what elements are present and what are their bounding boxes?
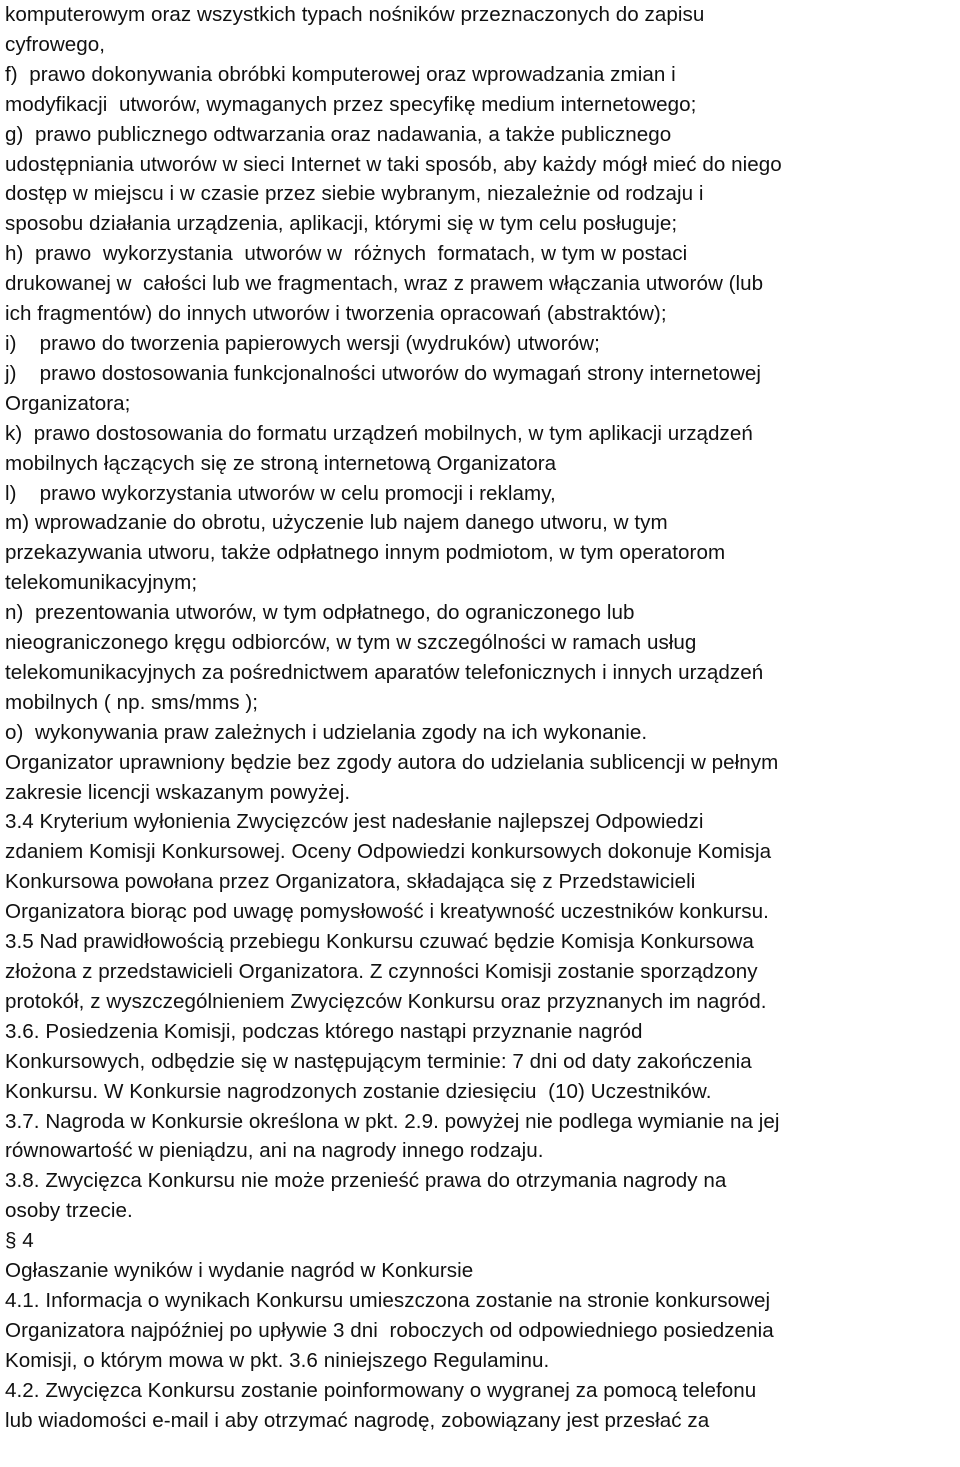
- text-line: 3.5 Nad prawidłowością przebiegu Konkursu czuwać będzie Komisja Konkursowa: [5, 930, 754, 954]
- text-line: 3.7. Nagroda w Konkursie określona w pkt. 2.9. powyżej nie podlega wymianie na jej: [5, 1109, 780, 1133]
- text-line: telekomunikacyjnych za pośrednictwem aparatów telefonicznych i innych urządzeń: [5, 660, 764, 684]
- text-line: k) prawo dostosowania do formatu urządzeń mobilnych, w tym aplikacji urządzeń: [5, 421, 753, 445]
- text-line: modyfikacji utworów, wymaganych przez specyfikę medium internetowego;: [5, 92, 697, 116]
- text-line: lub wiadomości e-mail i aby otrzymać nagrodę, zobowiązany jest przesłać za: [5, 1408, 710, 1432]
- text-line: Konkursowych, odbędzie się w następującym terminie: 7 dni od daty zakończenia: [5, 1049, 752, 1073]
- text-line: mobilnych ( np. sms/mms );: [5, 690, 259, 714]
- text-line: g) prawo publicznego odtwarzania oraz nadawania, a także publicznego: [5, 122, 672, 146]
- text-line: l) prawo wykorzystania utworów w celu promocji i reklamy,: [5, 481, 556, 505]
- text-line: złożona z przedstawicieli Organizatora. Z czynności Komisji zostanie sporządzony: [5, 960, 758, 983]
- text-line: Organizatora najpóźniej po upływie 3 dni roboczych od odpowiedniego posiedzenia: [5, 1318, 774, 1342]
- text-line: 4.1. Informacja o wynikach Konkursu umieszczona zostanie na stronie konkursowej: [5, 1288, 771, 1312]
- text-line: Konkursu. W Konkursie nagrodzonych zostanie dziesięciu (10) Uczestników.: [5, 1079, 712, 1103]
- text-line: cyfrowego,: [5, 32, 106, 56]
- text-line: sposobu działania urządzenia, aplikacji, którymi się w tym celu posługuje;: [5, 212, 678, 236]
- text-line: f) prawo dokonywania obróbki komputerowej oraz wprowadzania zmian i: [5, 62, 676, 86]
- text-line: ich fragmentów) do innych utworów i tworzenia opracowań (abstraktów);: [5, 302, 667, 326]
- text-line: Organizatora biorąc pod uwagę pomysłowość i kreatywność uczestników konkursu.: [5, 900, 769, 924]
- document-body: [5, 0, 960, 1436]
- text-line: n) prezentowania utworów, w tym odpłatnego, do ograniczonego lub: [5, 601, 635, 625]
- text-line: Komisji, o którym mowa w pkt. 3.6 niniejszego Regulaminu.: [5, 1348, 550, 1372]
- text-line: mobilnych łączących się ze stroną internetową Organizatora: [5, 451, 557, 475]
- text-line: Organizatora;: [5, 391, 131, 415]
- text-line: 3.6. Posiedzenia Komisji, podczas którego nastąpi przyznanie nagród: [5, 1019, 643, 1043]
- text-line: h) prawo wykorzystania utworów w różnych formatach, w tym w postaci: [5, 242, 688, 266]
- text-line: zdaniem Komisji Konkursowej. Oceny Odpowiedzi konkursowych dokonuje Komisja: [5, 840, 772, 864]
- text-line: osoby trzecie.: [5, 1199, 133, 1223]
- text-line: 3.4 Kryterium wyłonienia Zwycięzców jest nadesłanie najlepszej Odpowiedzi: [5, 810, 704, 834]
- text-line: Ogłaszanie wyników i wydanie nagród w Konkursie: [5, 1259, 474, 1283]
- text-line: i) prawo do tworzenia papierowych wersji (wydruków) utworów;: [5, 331, 600, 355]
- text-line: Organizator uprawniony będzie bez zgody autora do udzielania sublicencji w pełnym: [5, 750, 779, 774]
- text-line: j) prawo dostosowania funkcjonalności utworów do wymagań strony internetowej: [5, 361, 762, 385]
- text-line: drukowanej w całości lub we fragmentach, wraz z prawem włączania utworów (lub: [5, 272, 764, 296]
- text-line: zakresie licencji wskazanym powyżej.: [5, 780, 351, 804]
- text-line: równowartość w pieniądzu, ani na nagrody innego rodzaju.: [5, 1139, 544, 1163]
- text-line: udostępniania utworów w sieci Internet w taki sposób, aby każdy mógł mieć do niego: [5, 152, 782, 176]
- text-line: m) wprowadzanie do obrotu, użyczenie lub najem danego utworu, w tym: [5, 511, 668, 535]
- text-line: przekazywania utworu, także odpłatnego innym podmiotom, w tym operatorom: [5, 541, 726, 565]
- text-line: nieograniczonego kręgu odbiorców, w tym w szczególności w ramach usług: [5, 631, 697, 655]
- text-line: 3.8. Zwycięzca Konkursu nie może przenieść prawa do otrzymania nagrody na: [5, 1169, 727, 1193]
- text-line: dostęp w miejscu i w czasie przez siebie wybranym, niezależnie od rodzaju i: [5, 182, 704, 206]
- text-line: protokół, z wyszczególnieniem Zwycięzców Konkursu oraz przyznanych im nagród.: [5, 989, 767, 1013]
- text-line: komputerowym oraz wszystkich typach nośników przeznaczonych do zapisu: [5, 3, 705, 26]
- text-line: o) wykonywania praw zależnych i udzielania zgody na ich wykonanie.: [5, 720, 648, 744]
- text-line: § 4: [5, 1229, 34, 1253]
- text-line: Konkursowa powołana przez Organizatora, składająca się z Przedstawicieli: [5, 870, 696, 894]
- text-line: 4.2. Zwycięzca Konkursu zostanie poinformowany o wygranej za pomocą telefonu: [5, 1378, 757, 1402]
- text-line: telekomunikacyjnym;: [5, 571, 198, 595]
